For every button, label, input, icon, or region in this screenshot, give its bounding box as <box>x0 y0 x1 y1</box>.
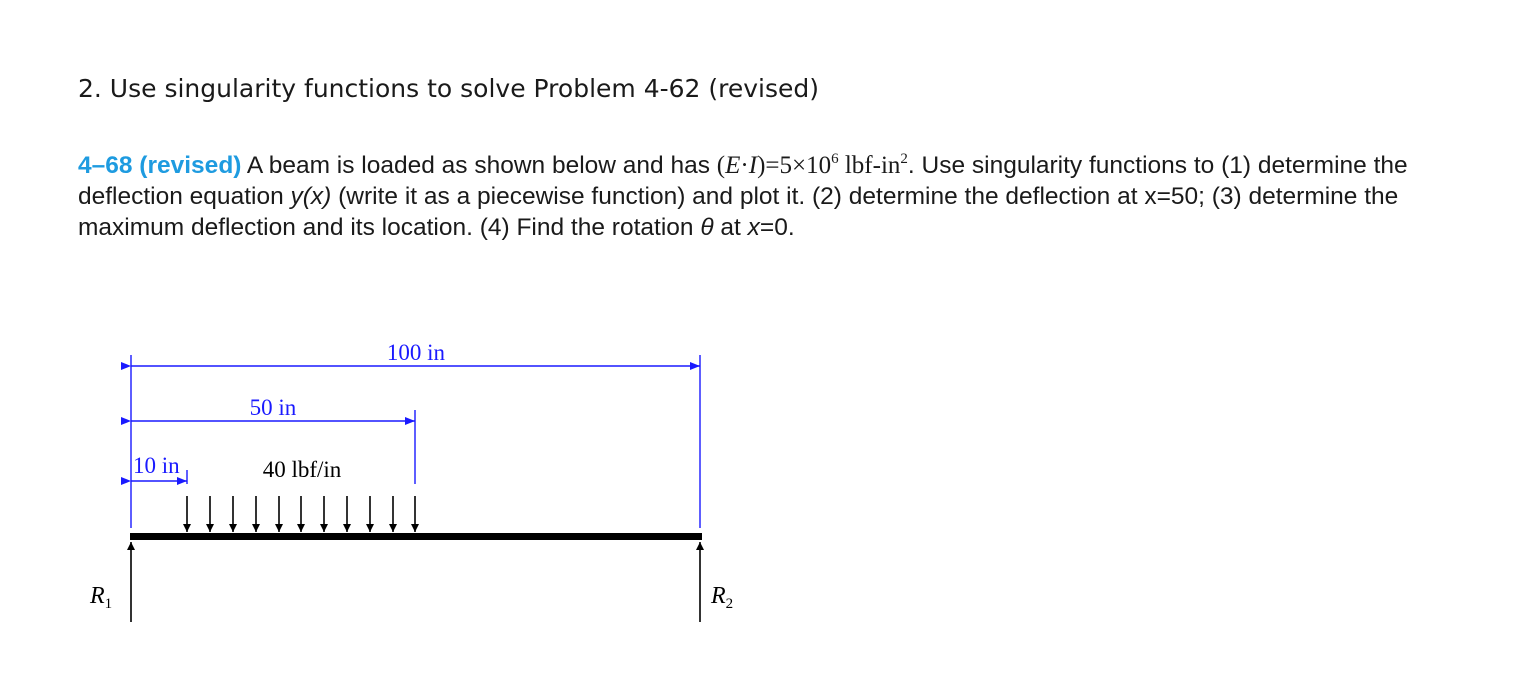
deflection-function: y(x) <box>290 183 332 210</box>
problem-text-5: =0. <box>759 214 795 241</box>
dim-label-total: 100 in <box>386 340 446 365</box>
problem-text-1: A beam is loaded as shown below and has <box>241 152 717 179</box>
problem-text-4: at <box>713 214 748 241</box>
problem-text-3: (write it as a piecewise function) and plot it. (2) determine the deflection at x=50; (3) determine the maximum deflection and its location. (4) Find the rotation <box>78 183 1399 241</box>
problem-text-2: . Use singularity functions to (1) determine the deflection equation <box>78 152 1408 210</box>
x-variable: x <box>747 214 760 241</box>
beam <box>130 533 702 540</box>
distributed-load <box>187 496 415 532</box>
reactions <box>131 542 700 622</box>
dim-label-load-end: 50 in <box>249 395 297 420</box>
heading: 2. Use singularity functions to solve Problem 4-62 (revised) <box>78 74 820 103</box>
dim-label-load-start: 10 in <box>133 453 180 478</box>
reaction-label-left: $R_1$ <box>90 583 113 612</box>
problem-number: 4–68 (revised) <box>78 152 242 179</box>
reaction-label-right: $R_2$ <box>711 583 734 612</box>
ei-expression: $(E\cdot I)=5\times 10^6$ lbf-$in^2$ <box>716 151 908 179</box>
load-label: 40 lbf/in <box>262 457 342 482</box>
theta-symbol: θ <box>700 214 714 241</box>
